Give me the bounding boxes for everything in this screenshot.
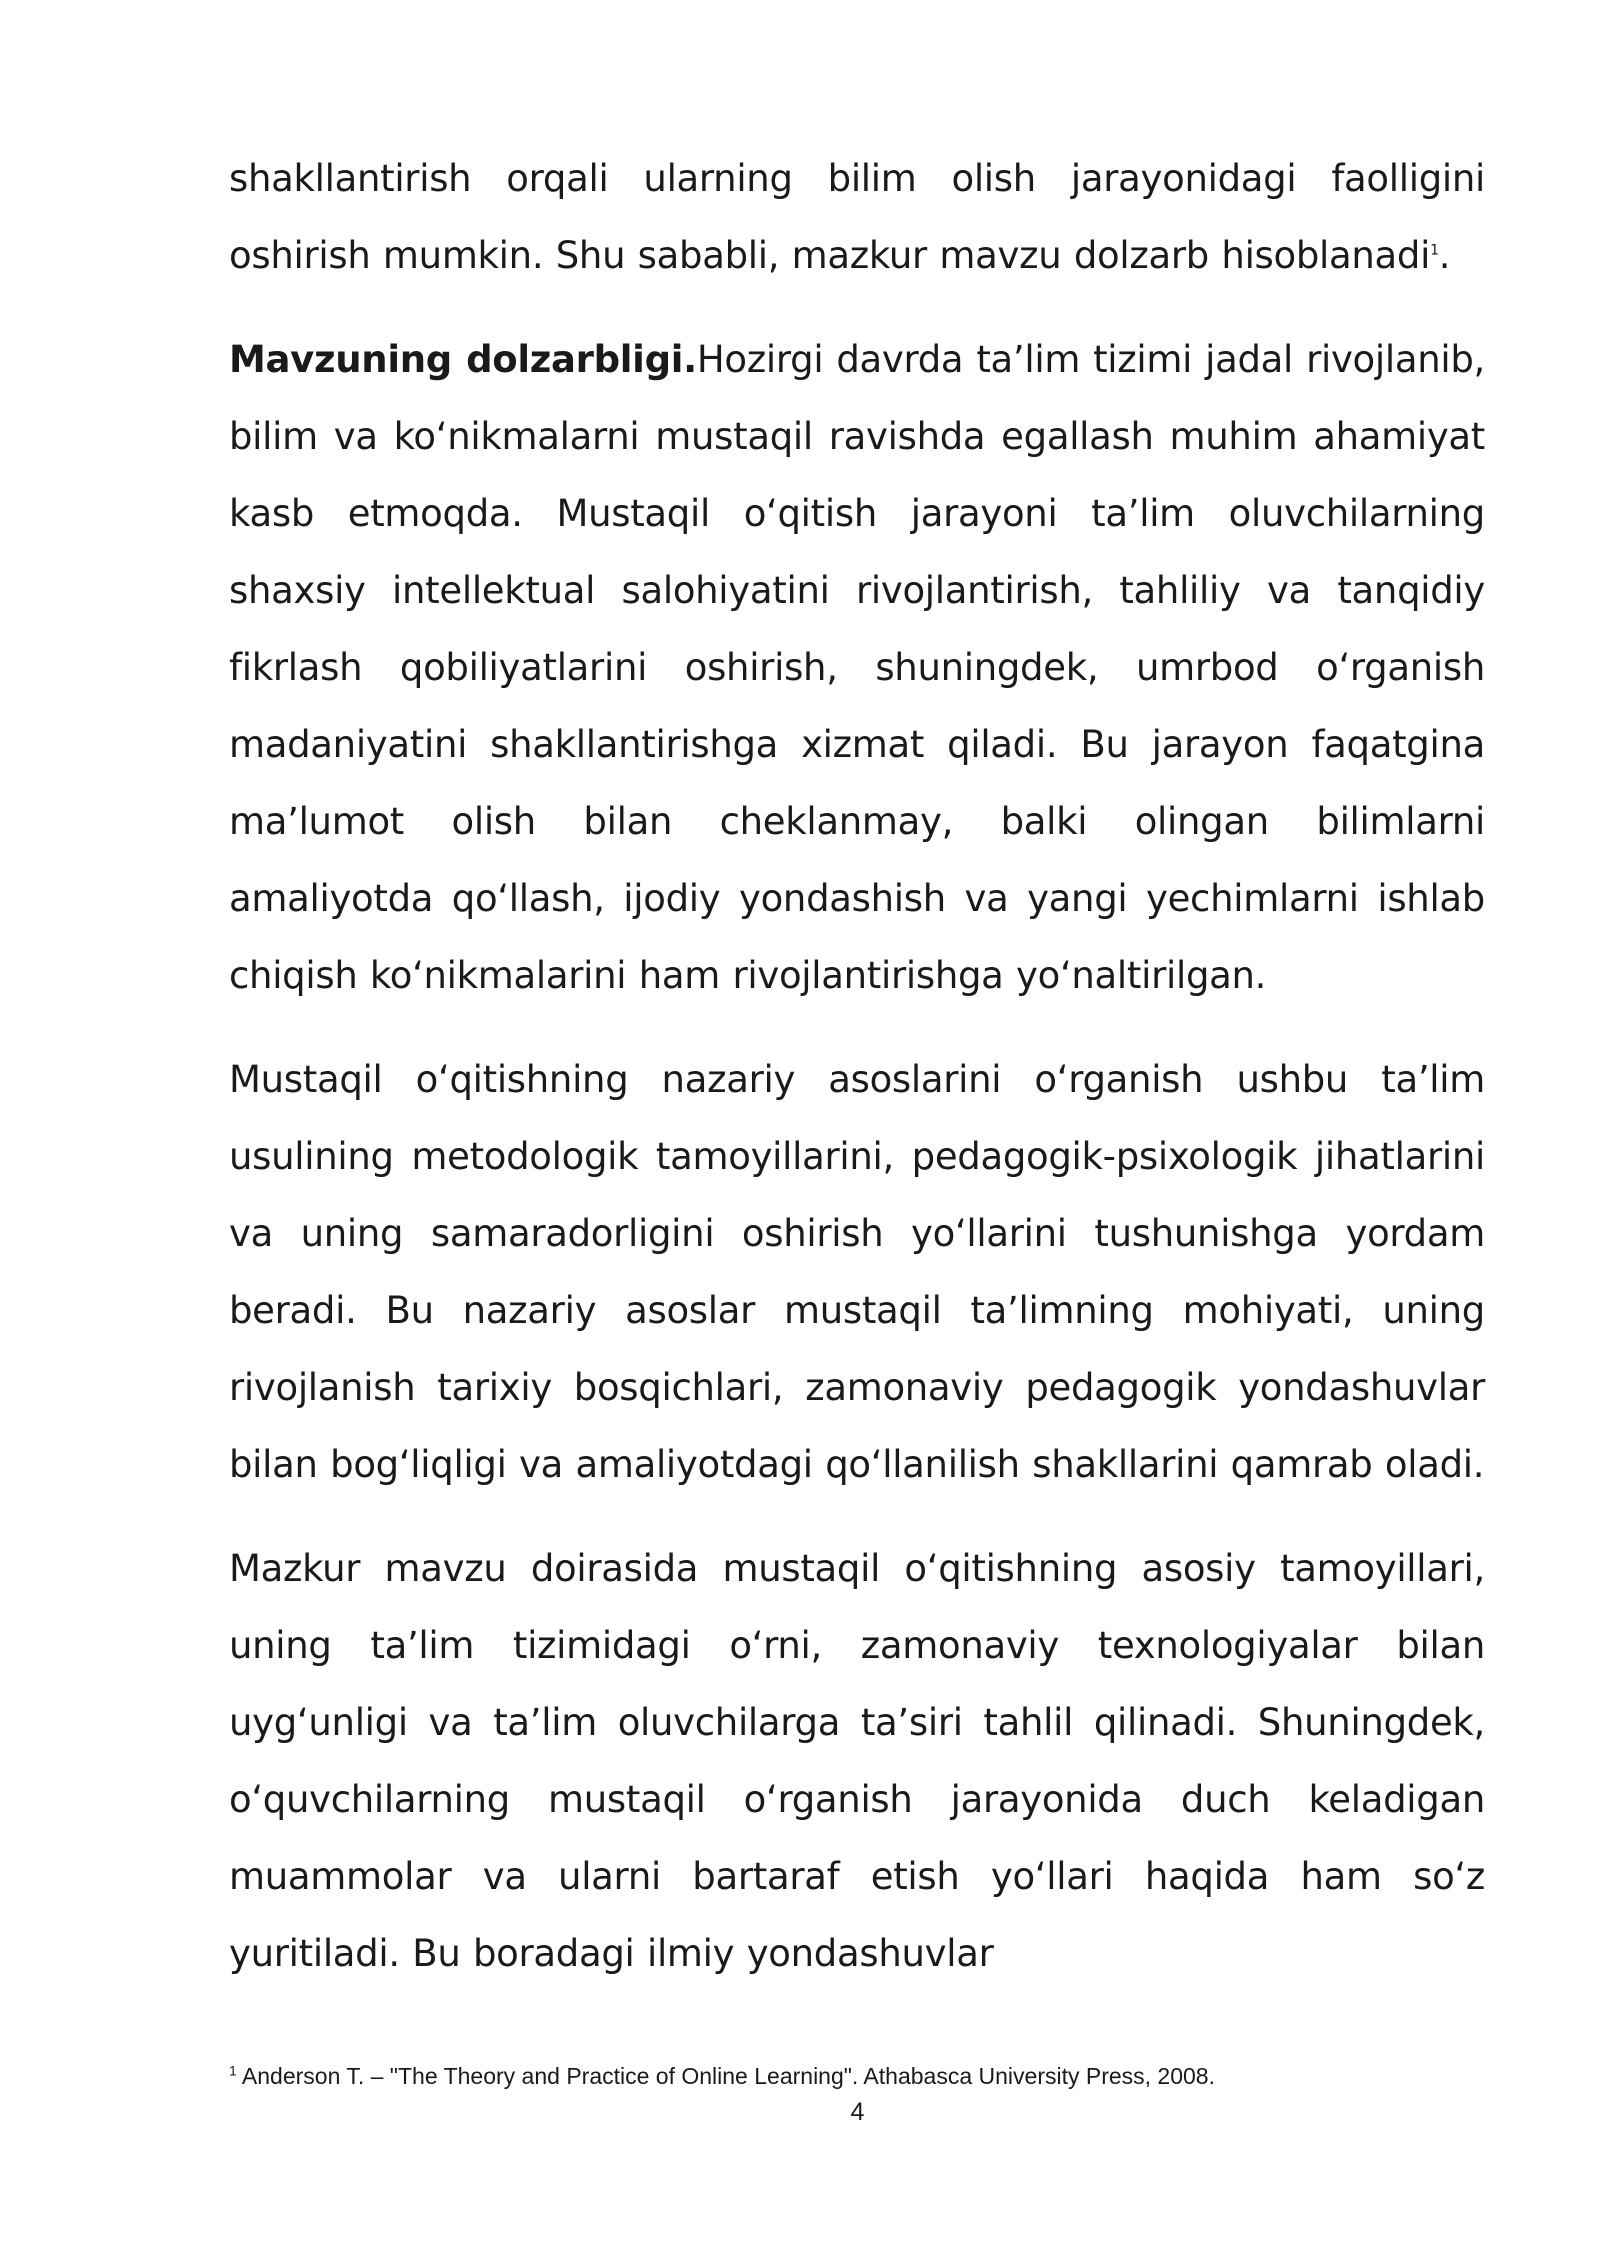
paragraph-1 <box>229 140 1485 294</box>
paragraph-1-tail: . <box>1438 234 1451 277</box>
footnote-text: Anderson T. – "The Theory and Practice of Online Learning". Athabasca University Press, 2008. <box>236 2063 1215 2089</box>
paragraph-4-text: Mazkur mavzu doirasida mustaqil o‘qitishning asosiy tamoyillari, uning ta’lim tizimidagi o‘rni, zamonaviy texnologiyalar bilan uyg‘unligi va ta’lim oluvchilarga ta’siri tahlil qilinadi. Shuningdek, o‘quvchilarning mustaqil o‘rganish jarayonida duch keladigan muammolar va ularni bartaraf etish yo‘llari haqida ham so‘z yuritiladi. Bu boradagi ilmiy yondashuvlar <box>229 1547 1485 1975</box>
paragraph-2-text: Hozirgi davrda ta’lim tizimi jadal rivojlanib, bilim va ko‘nikmalarni mustaqil ravishda egallash muhim ahamiyat kasb etmoqda. Mustaqil o‘qitish jarayoni ta’lim oluvchilarning shaxsiy intellektual salohiyatini rivojlantirish, tahliliy va tanqidiy fikrlash qobiliyatlarini oshirish, shuningdek, umrbod o‘rganish madaniyatini shakllantirishga xizmat qiladi. Bu jarayon faqatgina ma’lumot olish bilan cheklanmay, balki olingan bilimlarni amaliyotda qo‘llash, ijodiy yondashish va yangi yechimlarni ishlab chiqish ko‘nikmalarini ham rivojlantirishga yo‘naltirilgan. <box>229 338 1486 997</box>
section-heading-inline: Mavzuning dolzarbligi. <box>229 338 697 381</box>
footnote <box>229 2063 1485 2090</box>
paragraph-3-text: Mustaqil o‘qitishning nazariy asoslarini o‘rganish ushbu ta’lim usulining metodologik tamoyillarini, pedagogik-psixologik jihatlarini va uning samaradorligini oshirish yo‘llarini tushunishga yordam beradi. Bu nazariy asoslar mustaqil ta’limning mohiyati, uning rivojlanish tarixiy bosqichlari, zamonaviy pedagogik yondashuvlar bilan bog‘liqligi va amaliyotdagi qo‘llanilish shakllarini qamrab oladi. <box>229 1058 1485 1486</box>
footnote-mark: 1 <box>229 2062 237 2079</box>
footnote-reference[interactable]: 1 <box>1430 242 1439 259</box>
paragraph-2 <box>229 321 1485 1014</box>
paragraph-3 <box>229 1041 1485 1503</box>
paragraph-4 <box>229 1530 1485 1992</box>
body-text <box>229 140 1485 2019</box>
paragraph-1-text: shakllantirish orqali ularning bilim olish jarayonidagi faolligini oshirish mumkin. Shu sababli, mazkur mavzu dolzarb hisoblanadi <box>229 157 1485 277</box>
page-number: 4 <box>850 2098 865 2126</box>
